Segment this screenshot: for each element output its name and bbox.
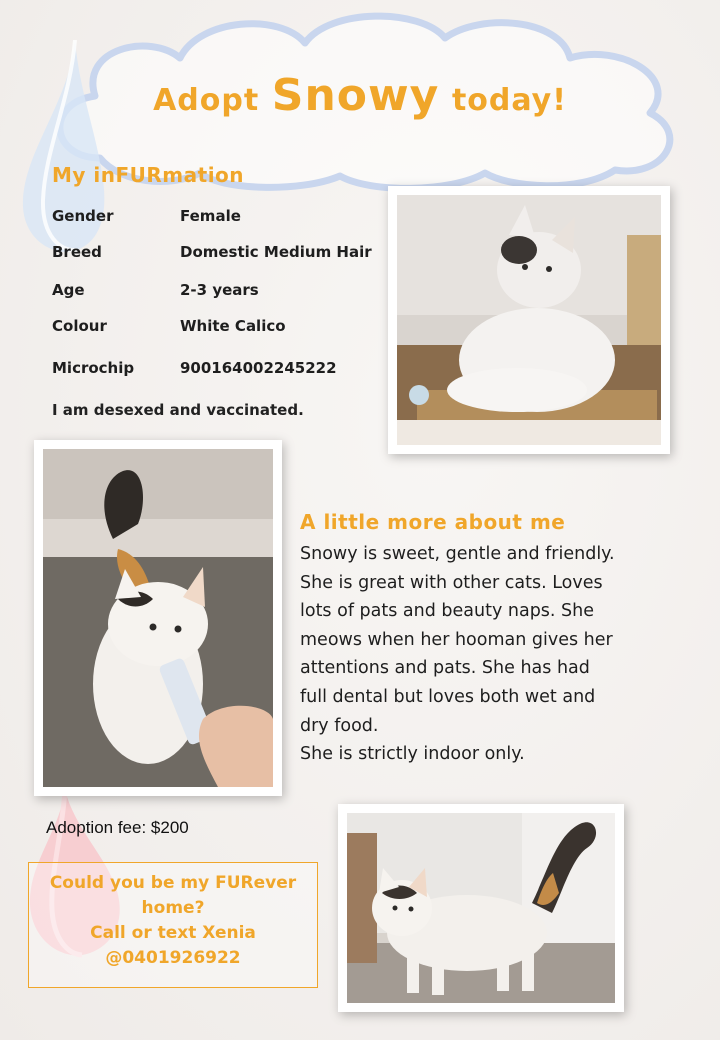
about-line: dry food.	[300, 715, 379, 736]
info-label: Gender	[52, 207, 114, 225]
cta-line: Could you be my FURever	[49, 873, 297, 893]
title-prefix: Adopt	[153, 83, 260, 118]
info-label: Colour	[52, 317, 107, 335]
info-row-microchip	[52, 359, 337, 377]
about-line: Snowy is sweet, gentle and friendly.	[300, 544, 615, 564]
page-title	[0, 70, 720, 121]
cat-standing-image	[347, 813, 615, 1003]
title-cat-name: Snowy	[271, 70, 440, 121]
cat-photo-treat	[34, 440, 282, 796]
about-description	[300, 540, 700, 769]
cta-line: home?	[141, 898, 205, 918]
cat-treat-image	[43, 449, 273, 787]
cta-line: Call or text Xenia	[90, 923, 256, 943]
adoption-fee: Adoption fee: $200	[46, 818, 189, 837]
info-row-colour	[52, 317, 286, 335]
info-row-breed	[52, 243, 372, 261]
info-value: Female	[180, 207, 241, 225]
title-suffix: today!	[451, 83, 567, 118]
about-line: She is strictly indoor only.	[300, 744, 525, 765]
cat-photo-sitting	[388, 186, 670, 454]
about-line: She is great with other cats. Loves	[300, 572, 603, 593]
about-heading: A little more about me	[300, 510, 566, 534]
info-value: 900164002245222	[180, 359, 337, 377]
about-line: full dental but loves both wet and	[300, 686, 596, 707]
about-line: lots of pats and beauty naps. She	[300, 601, 595, 622]
cat-photo-standing	[338, 804, 624, 1012]
info-label: Age	[52, 281, 85, 299]
info-value: 2-3 years	[180, 281, 259, 299]
info-row-age	[52, 281, 259, 299]
info-heading: My inFURmation	[52, 163, 245, 187]
about-line: attentions and pats. She has had	[300, 658, 590, 679]
cat-sitting-image	[397, 195, 661, 445]
contact-callout	[28, 862, 318, 988]
info-value: Domestic Medium Hair	[180, 243, 372, 261]
info-label: Breed	[52, 243, 102, 261]
info-value: White Calico	[180, 317, 286, 335]
desexed-statement: I am desexed and vaccinated.	[52, 401, 304, 419]
cta-phone: @0401926922	[105, 948, 241, 968]
info-label: Microchip	[52, 359, 135, 377]
info-row-gender	[52, 207, 241, 225]
about-line: meows when her hooman gives her	[300, 629, 613, 650]
